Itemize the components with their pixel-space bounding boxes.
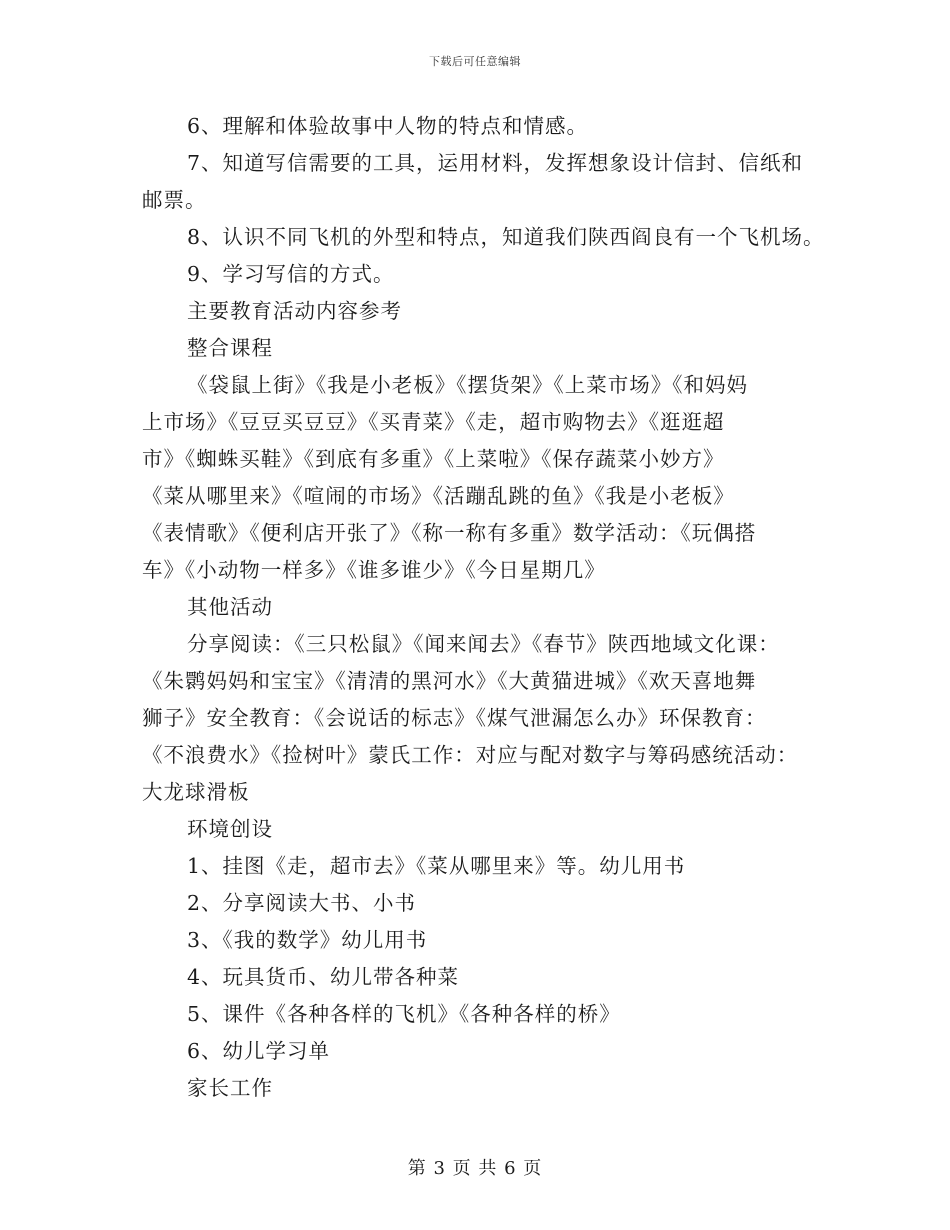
text-line: 6、理解和体验故事中人物的特点和情感。	[187, 114, 589, 138]
text-line: 《表情歌》《便利店开张了》《称一称有多重》数学活动：《玩偶搭	[142, 521, 757, 545]
text-line: 整合课程	[187, 336, 273, 360]
text-line: 7、知道写信需要的工具，运用材料，发挥想象设计信封、信纸和	[187, 151, 804, 175]
text-line: 车》《小动物一样多》《谁多谁少》《今日星期几》	[142, 558, 606, 582]
text-line: 《朱鹮妈妈和宝宝》《清清的黑河水》《大黄猫进城》《欢天喜地舞	[142, 669, 757, 693]
text-line: 3、《我的数学》幼儿用书	[187, 928, 428, 952]
page-footer: 第 3 页 共 6 页	[407, 1158, 543, 1179]
text-line: 狮子》安全教育：《会说话的标志》《煤气泄漏怎么办》环保教育：	[142, 706, 767, 730]
text-line: 《不浪费水》《捡树叶》蒙氏工作：对应与配对数字与筹码感统活动：	[142, 743, 799, 767]
document-body	[142, 108, 825, 1107]
text-line: 2、分享阅读大书、小书	[187, 891, 417, 915]
text-line: 市》《蜘蛛买鞋》《到底有多重》《上菜啦》《保存蔬菜小妙方》	[142, 447, 725, 471]
text-line: 5、课件《各种各样的飞机》《各种各样的桥》	[187, 1002, 621, 1026]
text-line: 8、认识不同飞机的外型和特点，知道我们陕西阎良有一个飞机场。	[187, 225, 825, 249]
text-line: 《菜从哪里来》《喧闹的市场》《活蹦乱跳的鱼》《我是小老板》	[142, 484, 735, 508]
text-line: 主要教育活动内容参考	[187, 299, 402, 323]
text-line: 9、学习写信的方式。	[187, 262, 395, 286]
page-header: 下载后可任意编辑	[429, 55, 521, 68]
text-line: 上市场》《豆豆买豆豆》《买青菜》《走，超市购物去》《逛逛超	[142, 410, 725, 434]
text-line: 家长工作	[187, 1076, 273, 1100]
text-line: 1、挂图《走，超市去》《菜从哪里来》等。幼儿用书	[187, 854, 686, 878]
text-line: 6、幼儿学习单	[187, 1039, 331, 1063]
text-line: 《袋鼠上街》《我是小老板》《摆货架》《上菜市场》《和妈妈	[187, 373, 748, 397]
text-line: 分享阅读：《三只松鼠》《闻来闻去》《春节》陕西地域文化课：	[187, 632, 780, 656]
text-line: 邮票。	[142, 188, 207, 212]
text-line: 环境创设	[187, 817, 273, 841]
text-line: 其他活动	[187, 595, 273, 619]
text-line: 4、玩具货币、幼儿带各种菜	[187, 965, 460, 989]
text-line: 大龙球滑板	[142, 780, 250, 804]
